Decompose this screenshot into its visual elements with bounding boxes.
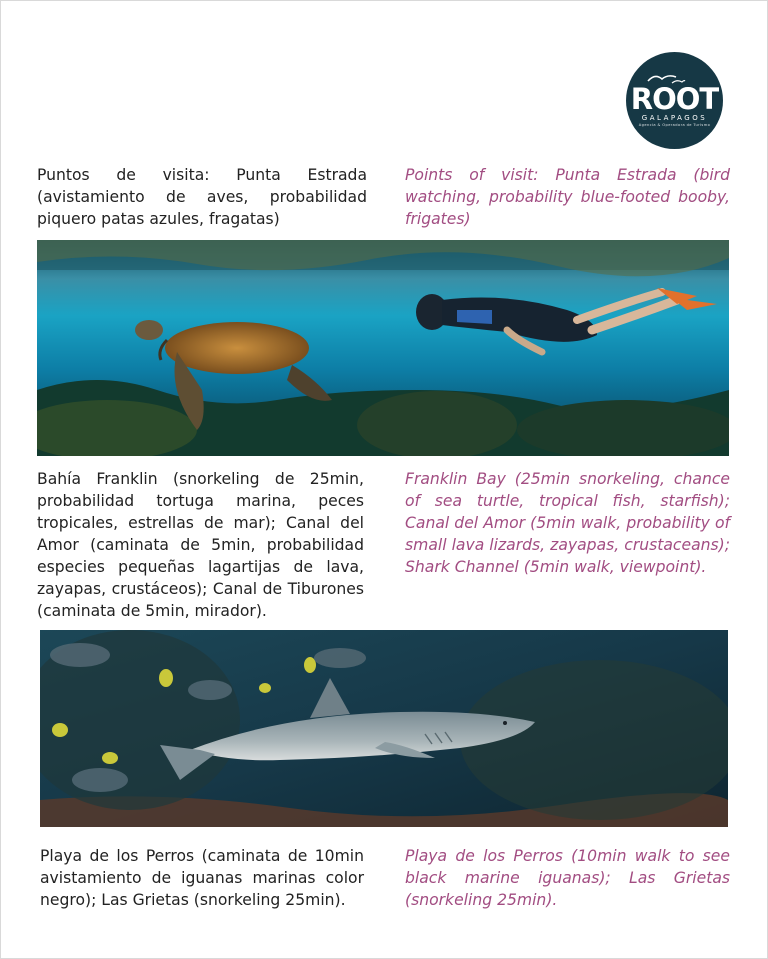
- section-3-spanish-text: Playa de los Perros (caminata de 10min avistamiento de iguanas marinas color negro); Las Grietas (snorkeling 25min).: [40, 847, 364, 909]
- section-3-english-text: Playa de los Perros (10min walk to see black marine iguanas); Las Grietas (snorkeling 25min).: [405, 847, 730, 909]
- logo-tagline: Agencia & Operadora de Turismo: [638, 123, 711, 127]
- logo-brand: ROOT: [630, 82, 719, 116]
- section-1-spanish-text: Puntos de visita: Punta Estrada (avistamiento de aves, probabilidad piquero patas azules, fragatas): [37, 166, 367, 228]
- logo-subtitle: GALAPAGOS: [641, 114, 708, 122]
- section-2-spanish-text: Bahía Franklin (snorkeling de 25min, probabilidad tortuga marina, peces tropicales, estrellas de mar); Canal del Amor (caminata de 5min, probabilidad especies pequeñas lagartijas de lava, zayapas, crustáceos); Canal de Tiburones (caminata de 5min, mirador).: [37, 470, 364, 620]
- shark-photo: [40, 630, 728, 827]
- section-2-english-text: Franklin Bay (25min snorkeling, chance of sea turtle, tropical fish, starfish); Canal del Amor (5min walk, probability of small lava lizards, zayapas, crustaceans); Shark Channel (5min walk, viewpoint).: [405, 470, 730, 576]
- section-1-english-text: Points of visit: Punta Estrada (bird watching, probability blue-footed booby, frigates): [405, 166, 730, 228]
- turtle-snorkeler-photo: [37, 240, 729, 456]
- bird-icon: [646, 71, 686, 87]
- root-galapagos-logo: [626, 52, 723, 149]
